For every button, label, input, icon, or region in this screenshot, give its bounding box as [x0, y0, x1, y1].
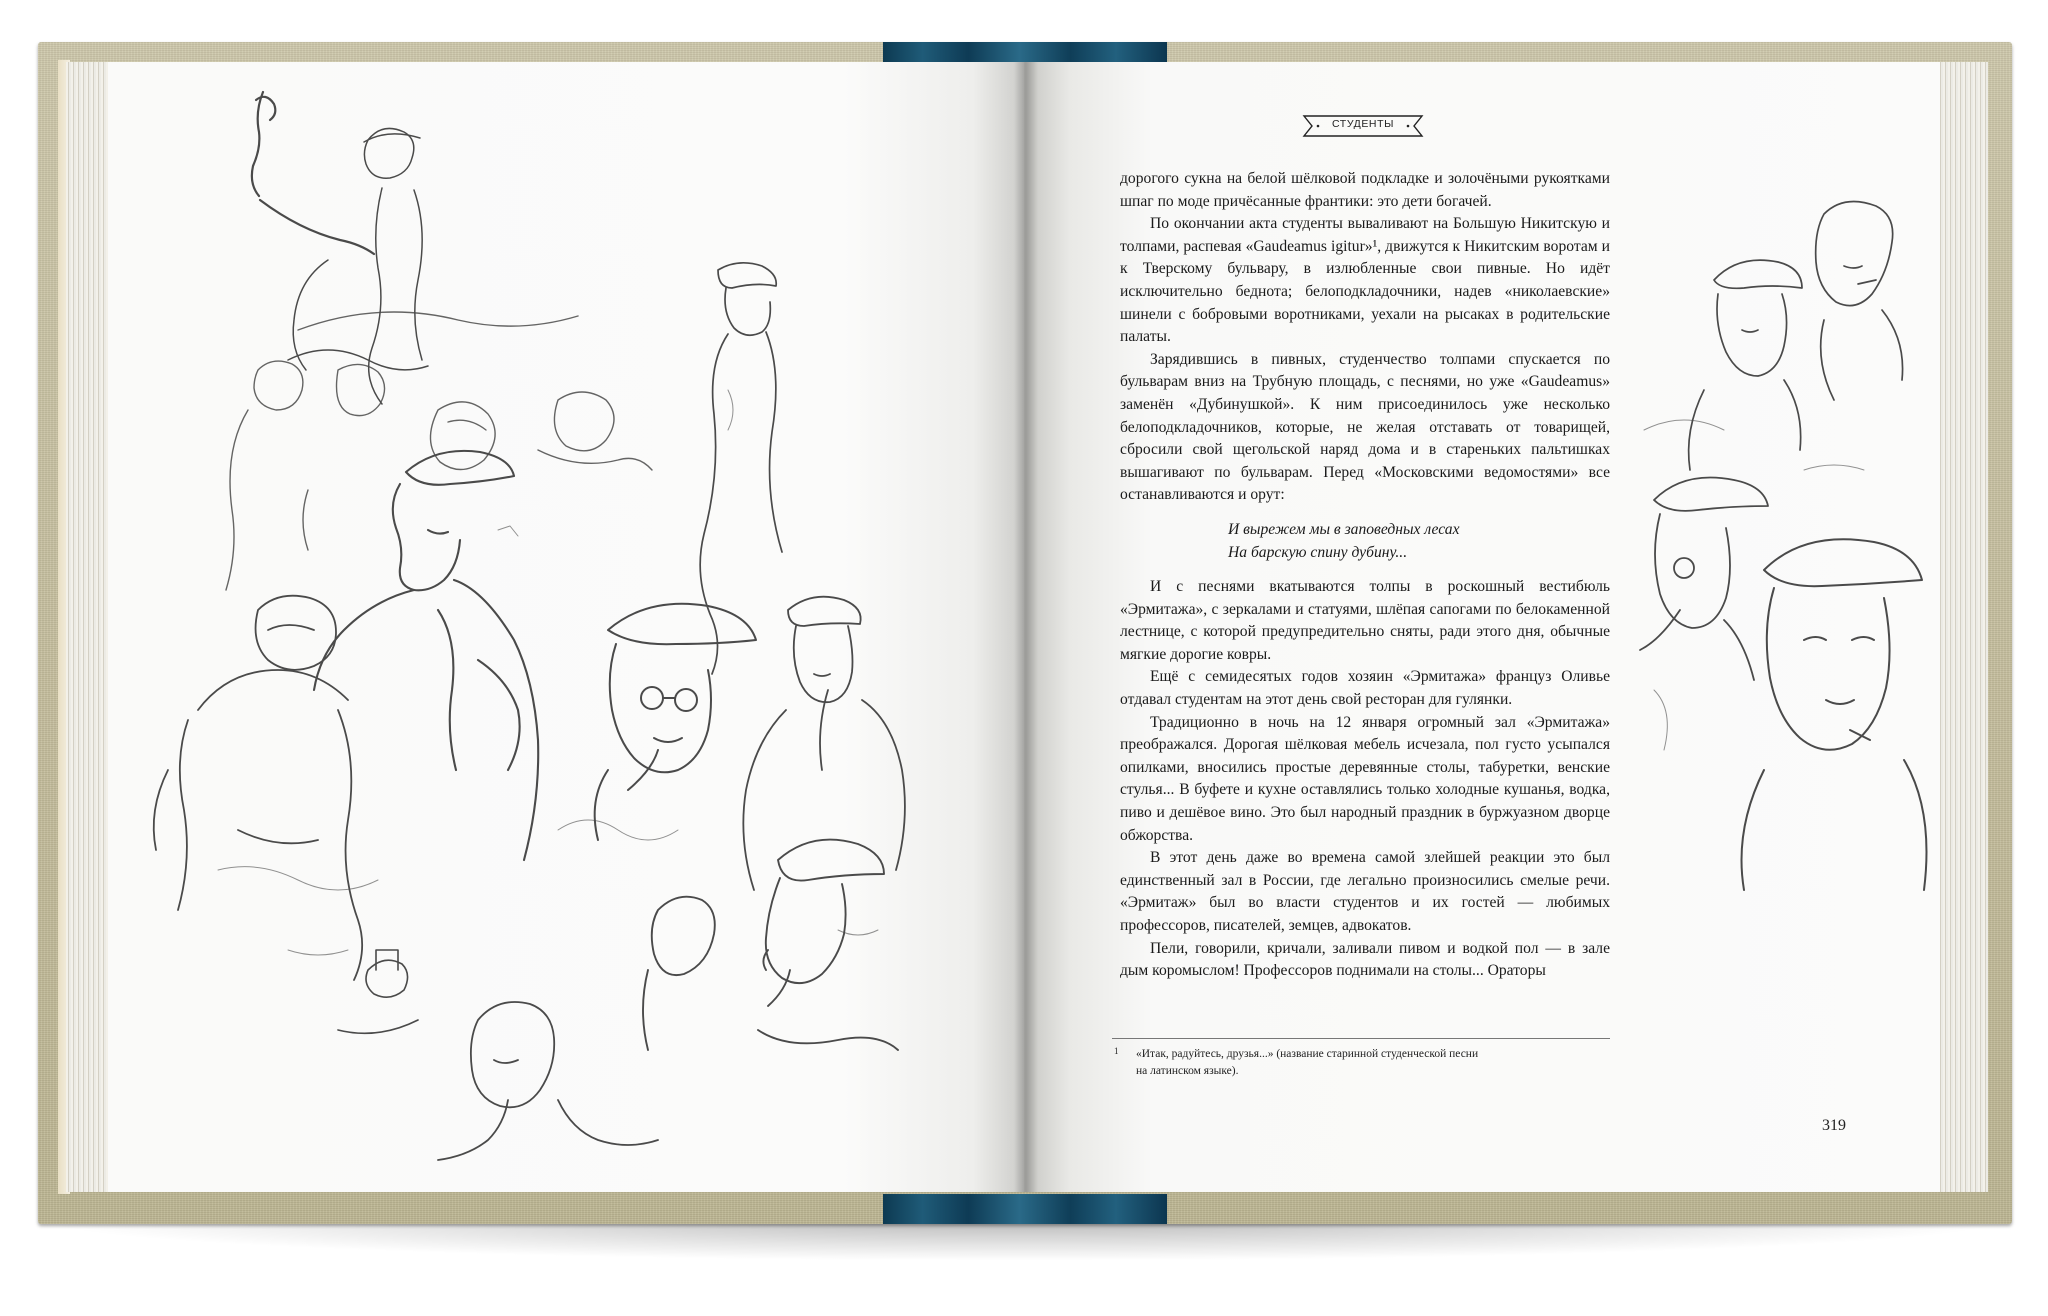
verse-line: На барскую спину дубину...	[1228, 543, 1408, 561]
body-text	[1120, 168, 1610, 983]
verse-line: И вырежем мы в заповедных лесах	[1228, 520, 1460, 538]
right-page-pencil-sketch	[1614, 170, 1944, 910]
running-head-title: СТУДЕНТЫ	[1331, 118, 1395, 130]
verse	[1228, 519, 1610, 564]
footnote-line: на латинском языке).	[1136, 1065, 1239, 1077]
page-stack-right	[1938, 62, 1988, 1192]
paragraph: По окончании акта студенты вываливают на Большую Никитскую и толпами, распевая «Gaudeamus igitur»¹, движутся к Никитским воротам и к Тверскому бульвару, в излюбленные свои пивные. Но идёт исключительно беднота; белоподкладочники, надев «николаевские» шинели с бобровыми воротниками, уехали на рысаках в родительские палаты.	[1120, 215, 1610, 346]
paragraph: Пели, говорили, кричали, заливали пивом и водкой пол — в зале дым коромыслом! Профессоров поднимали на столы... Ораторы	[1120, 939, 1610, 980]
ribbon-bookmark-bottom	[883, 1194, 1167, 1224]
paragraph: Традиционно в ночь на 12 января огромный зал «Эрмитажа» преображался. Дорогая шёлковая мебель исчезала, пол густо усыпался опилками, вносились простые деревянные столы, табуретки, венские стулья... В буфете и кухне оставлялись только холодные кушанья, водка, пиво и дешёвое вино. Это был народный праздник в буржуазном дворце обжорства.	[1120, 713, 1610, 844]
footnote-line: «Итак, радуйтесь, друзья...» (название старинной студенческой песни	[1136, 1048, 1479, 1060]
paragraph: дорогого сукна на белой шёлковой подкладке и золочёными рукоятками шпаг по моде причёсанные франтики: это дети богачей.	[1120, 170, 1610, 210]
footnote	[1114, 1046, 1614, 1080]
left-page-pencil-sketch	[138, 70, 1018, 1180]
footnote-rule	[1112, 1038, 1610, 1039]
left-page	[108, 62, 1028, 1192]
paragraph: Ещё с семидесятых годов хозяин «Эрмитажа» француз Оливье отдавал студентам на этот день свой ресторан для гулянки.	[1120, 668, 1610, 709]
page-stack-left	[66, 62, 110, 1192]
footnote-mark: 1	[1114, 1046, 1119, 1056]
running-head	[1298, 114, 1428, 138]
paragraph: Зарядившись в пивных, студенчество толпами спускается по бульварам вниз на Трубную площадь, с песнями, но уже «Gaudeamus» заменён «Дубинушкой». К ним присоединилось уже несколько белоподкладочников, которые, не желая отставать от товарищей, сбросили свой щегольской наряд дома и в стареньких пальтишках вышагивают по бульварам. Перед «Московскими ведомостями» все останавливаются и орут:	[1120, 350, 1610, 504]
paragraph: И с песнями вкатываются толпы в роскошный вестибюль «Эрмитажа», с зеркалами и статуями, шлёпая сапогами по белокаменной лестнице, с которой предупредительно сняты, ради этого дня, обычные мягкие дорогие ковры.	[1120, 578, 1610, 663]
page-number: 319	[1822, 1117, 1846, 1134]
book-gutter	[1014, 62, 1038, 1192]
paragraph: В этот день даже во времена самой злейшей реакции это был единственный зал в России, где легально произносились смелые речи. «Эрмитаж» был во власти студентов и их гостей — любимых профессоров, писателей, земцев, адвокатов.	[1120, 849, 1610, 934]
